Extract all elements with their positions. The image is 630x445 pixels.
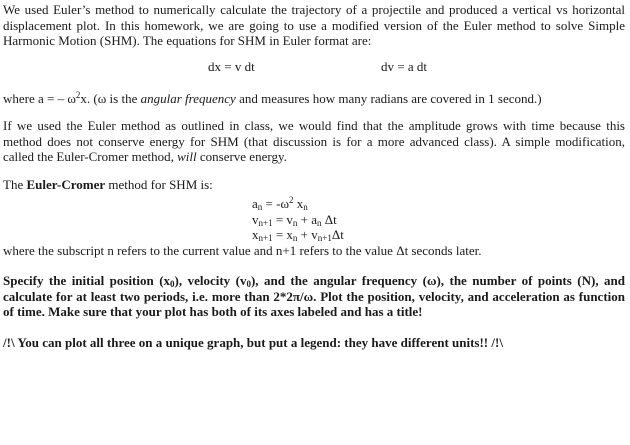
amplitude-note-paragraph: If we used the Euler method as outlined in class, we would find that the amplitude grows with time because this method does not conserve energy for SHM (that discussion is for a more advanced class). A simple modification, called the Euler-Cromer method, will conserve energy. [3,118,625,164]
equation-position: $x_{n+1} = x_n + v_{n+1}\Delta t$ [252,227,344,243]
instructions-paragraph: Specify the initial position $(x_0)$, velocity $(v_0)$, and the angular frequency (ω), the number of points (N), and calculate for at least two periods, i.e. more than 2*2π/ω. Plot the position, velocity, and acceleration as function of time. Make sure that your plot has both of its axes labeled and has a title! [3,273,625,319]
equation-dv: dv = a dt [381,58,427,74]
euler-equations [3,59,625,75]
euler-cromer-heading: The Euler-Cromer method for SHM is: [3,176,213,192]
homework-page [3,2,625,350]
equation-acceleration: $a_n = -\omega^2$ $x_n$ [252,195,308,212]
subscript-note: where the subscript n refers to the current value and n+1 refers to the value Δt seconds later. [3,242,482,258]
euler-cromer-equations [252,196,625,243]
intro-paragraph: We used Euler’s method to numerically calculate the trajectory of a projectile and produced a vertical vs horizontal displacement plot. In this homework, we are going to use a modified version of the Euler method to solve Simple Harmonic Motion (SHM). The equations for SHM in Euler format are: [3,2,625,48]
equation-velocity: $v_{n+1} = v_n + a_n$ Δt [252,211,337,228]
legend-warning: /!\ You can plot all three on a unique graph, but put a legend: they have different units!! /!\ [3,334,503,350]
equation-dx: dx = v dt [208,58,255,74]
euler-cromer-name: Euler-Cromer [26,176,106,192]
angular-frequency-term: angular frequency [140,90,236,106]
will-emphasis: will [177,149,197,164]
acceleration-definition: where a = – $\omega^2x$. (ω is the angular frequency and measures how many radians are covered in 1 second.) [3,89,542,106]
